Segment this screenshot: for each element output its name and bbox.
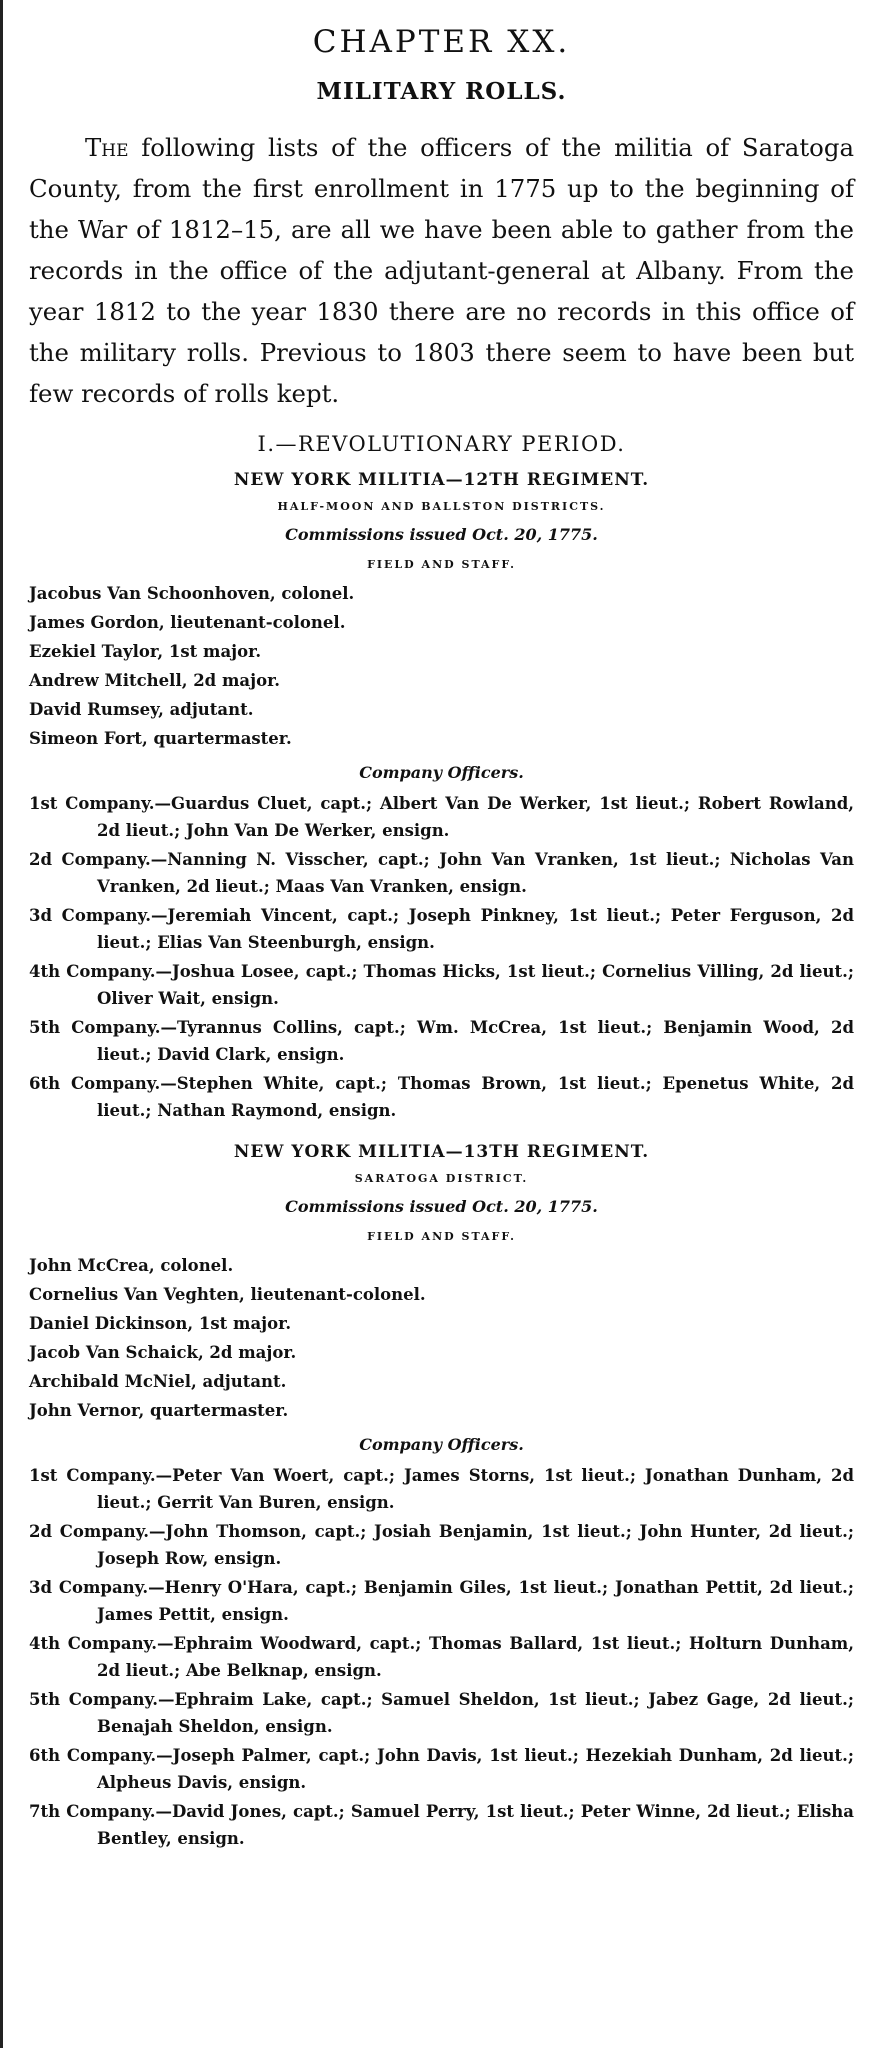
- staff-list: [29, 579, 854, 753]
- chapter-heading: CHAPTER XX.: [312, 24, 571, 60]
- company-entry: 2d Company.—Nanning N. Visscher, capt.; John Van Vranken, 1st lieut.; Nicholas Van Vranken, 2d lieut.; Maas Van Vranken, ensign.: [29, 850, 854, 896]
- commission-date: Commissions issued Oct. 20, 1775.: [285, 1197, 598, 1216]
- regiment-heading: NEW YORK MILITIA—13TH REGIMENT.: [233, 1142, 650, 1162]
- company-entry: 1st Company.—Guardus Cluet, capt.; Albert Van De Werker, 1st lieut.; Robert Rowland, 2d lieut.; John Van De Werker, ensign.: [29, 794, 854, 840]
- regiment-heading: NEW YORK MILITIA—12TH REGIMENT.: [233, 470, 650, 490]
- chapter-title: MILITARY ROLLS.: [316, 78, 567, 105]
- company-entry: 5th Company.—Tyrannus Collins, capt.; Wm. McCrea, 1st lieut.; Benjamin Wood, 2d lieut.; David Clark, ensign.: [29, 1018, 854, 1064]
- company-entry: 3d Company.—Jeremiah Vincent, capt.; Joseph Pinkney, 1st lieut.; Peter Ferguson, 2d lieut.; Elias Van Steenburgh, ensign.: [29, 906, 854, 952]
- staff-entry: James Gordon, lieutenant-colonel.: [29, 613, 346, 632]
- period-heading: I.—REVOLUTIONARY PERIOD.: [257, 432, 626, 456]
- company-entry: 4th Company.—Ephraim Woodward, capt.; Thomas Ballard, 1st lieut.; Holturn Dunham, 2d lieut.; Abe Belknap, ensign.: [29, 1634, 854, 1680]
- company-entry: 5th Company.—Ephraim Lake, capt.; Samuel Sheldon, 1st lieut.; Jabez Gage, 2d lieut.; Benajah Sheldon, ensign.: [29, 1690, 854, 1736]
- company-officers-heading: Company Officers.: [359, 763, 524, 782]
- staff-list: [29, 1251, 854, 1425]
- staff-entry: Daniel Dickinson, 1st major.: [29, 1314, 292, 1333]
- company-entry: 1st Company.—Peter Van Woert, capt.; James Storns, 1st lieut.; Jonathan Dunham, 2d lieut.; Gerrit Van Buren, ensign.: [29, 1466, 854, 1512]
- section-spacer: [29, 1126, 854, 1142]
- intro-paragraph: [29, 127, 854, 414]
- field-staff-heading: FIELD AND STAFF.: [367, 1230, 516, 1243]
- commission-date: Commissions issued Oct. 20, 1775.: [285, 525, 598, 544]
- staff-entry: Archibald McNiel, adjutant.: [29, 1372, 287, 1391]
- regiment-12th: [29, 470, 854, 1124]
- intro-text: following lists of the officers of the militia of Saratoga County, from the first enrollment in 1775 up to the beginning of the War of 1812–15, are all we have been able to gather from the records in the office of the adjutant-general at Albany. From the year 1812 to the year 1830 there are no records in this office of the military rolls. Previous to 1803 there seem to have been but few records of rolls kept.: [29, 133, 854, 408]
- district-heading: HALF-MOON AND BALLSTON DISTRICTS.: [277, 500, 606, 513]
- staff-entry: Jacob Van Schaick, 2d major.: [29, 1343, 297, 1362]
- company-entry: 7th Company.—David Jones, capt.; Samuel Perry, 1st lieut.; Peter Winne, 2d lieut.; Elisha Bentley, ensign.: [29, 1802, 854, 1848]
- regiment-13th: [29, 1142, 854, 1852]
- company-entry: 3d Company.—Henry O'Hara, capt.; Benjamin Giles, 1st lieut.; Jonathan Pettit, 2d lieut.; James Pettit, ensign.: [29, 1578, 854, 1624]
- field-staff-heading: FIELD AND STAFF.: [367, 558, 516, 571]
- staff-entry: John Vernor, quartermaster.: [29, 1401, 289, 1420]
- staff-entry: John McCrea, colonel.: [29, 1256, 234, 1275]
- company-entry: 2d Company.—John Thomson, capt.; Josiah Benjamin, 1st lieut.; John Hunter, 2d lieut.; Joseph Row, ensign.: [29, 1522, 854, 1568]
- company-list: [29, 790, 854, 1124]
- company-entry: 6th Company.—Joseph Palmer, capt.; John Davis, 1st lieut.; Hezekiah Dunham, 2d lieut.; Alpheus Davis, ensign.: [29, 1746, 854, 1792]
- company-officers-heading: Company Officers.: [359, 1435, 524, 1454]
- district-heading: SARATOGA DISTRICT.: [354, 1172, 529, 1185]
- company-list: [29, 1462, 854, 1852]
- staff-entry: Simeon Fort, quartermaster.: [29, 729, 292, 748]
- company-entry: 4th Company.—Joshua Losee, capt.; Thomas Hicks, 1st lieut.; Cornelius Villing, 2d lieut.; Oliver Wait, ensign.: [29, 962, 854, 1008]
- staff-entry: Jacobus Van Schoonhoven, colonel.: [29, 584, 355, 603]
- staff-entry: Cornelius Van Veghten, lieutenant-colonel.: [29, 1285, 426, 1304]
- staff-entry: David Rumsey, adjutant.: [29, 700, 254, 719]
- staff-entry: Ezekiel Taylor, 1st major.: [29, 642, 262, 661]
- company-entry: 6th Company.—Stephen White, capt.; Thomas Brown, 1st lieut.; Epenetus White, 2d lieut.; Nathan Raymond, ensign.: [29, 1074, 854, 1120]
- staff-entry: Andrew Mitchell, 2d major.: [29, 671, 281, 690]
- intro-lead-word: The: [85, 133, 129, 162]
